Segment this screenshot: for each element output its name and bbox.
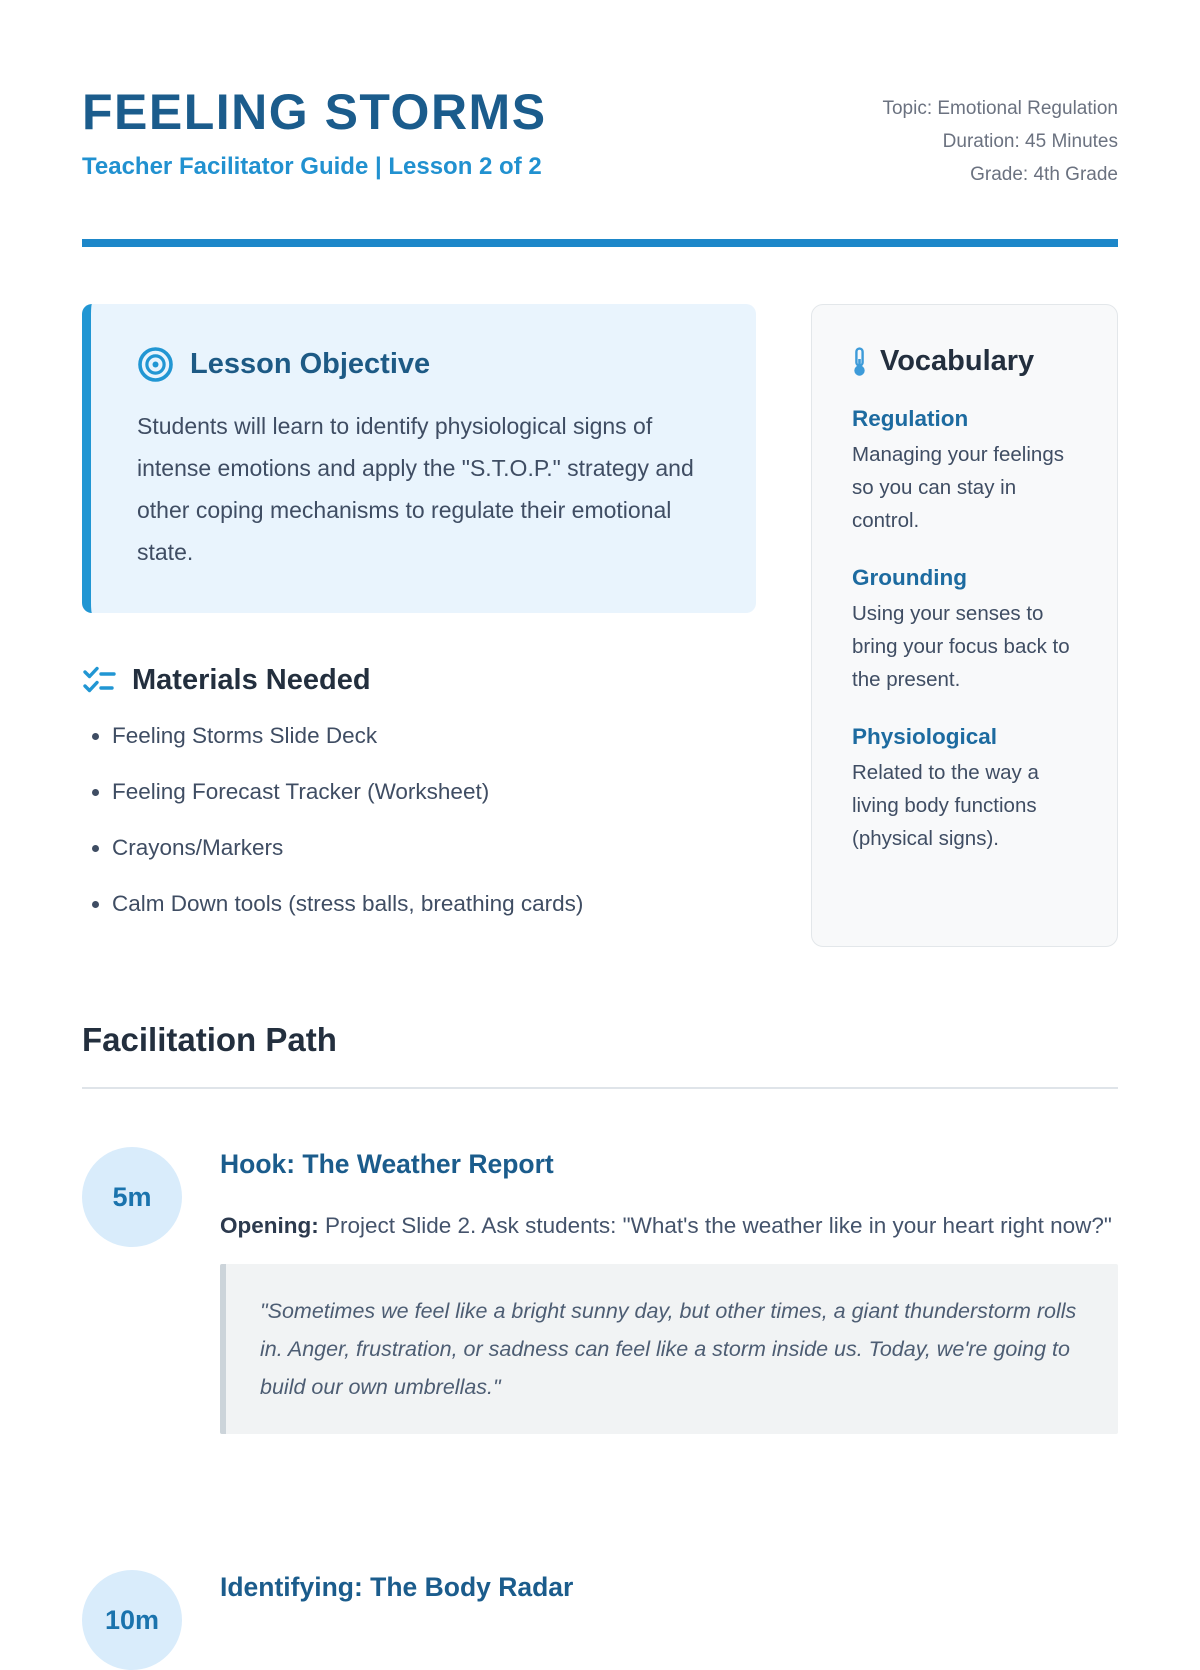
term-definition: Related to the way a living body functions (physical signs). (852, 761, 1039, 850)
list-item: • Feeling Forecast Tracker (Worksheet) (112, 779, 756, 805)
term-definition: Using your senses to bring your focus back to the present. (852, 602, 1070, 691)
lesson-objective-card (82, 304, 756, 613)
objective-card-head (137, 346, 710, 383)
meta-grade: Grade: 4th Grade (970, 164, 1118, 185)
target-icon (137, 346, 174, 383)
facilitation-path-title: Facilitation Path (82, 1021, 337, 1058)
vocab-term (852, 406, 1079, 537)
term-name: Grounding (852, 565, 967, 590)
term-definition: Managing your feelings so you can stay in control. (852, 443, 1064, 532)
objective-body: Students will learn to identify physiological signs of intense emotions and apply the "S.T.O.P." strategy and other coping mechanisms to regulate their emotional state. (137, 413, 694, 565)
step-title: Identifying: The Body Radar (220, 1572, 574, 1602)
list-item: • Feeling Storms Slide Deck (112, 723, 756, 749)
facilitation-divider (82, 1087, 1118, 1089)
meta-duration: Duration: 45 Minutes (942, 131, 1118, 152)
step-title: Hook: The Weather Report (220, 1149, 554, 1179)
duration-badge: 5m (82, 1147, 182, 1247)
term-name: Regulation (852, 406, 969, 431)
facilitation-step (82, 1570, 1118, 1670)
teacher-script-quote: "Sometimes we feel like a bright sunny day, but other times, a giant thunderstorm rolls in. Anger, frustration, or sadness can feel like a storm inside us. Today, we're going to build our own umbrellas." (220, 1264, 1118, 1434)
meta-topic: Topic: Emotional Regulation (882, 98, 1118, 119)
vocabulary-card (811, 304, 1118, 947)
step-label: Opening: (220, 1213, 319, 1238)
list-item: • Crayons/Markers (112, 835, 756, 861)
page-title: FEELING STORMS (82, 84, 547, 140)
materials-list (112, 723, 756, 917)
step-text: Project Slide 2. Ask students: "What's the weather like in your heart right now?" (318, 1213, 1112, 1238)
lesson-meta (882, 86, 1118, 191)
thermometer-icon (852, 347, 867, 377)
header-titles (82, 86, 547, 181)
materials-section (82, 663, 756, 917)
step-body (220, 1147, 1118, 1434)
page-subtitle: Teacher Facilitator Guide | Lesson 2 of 2 (82, 152, 542, 180)
term-name: Physiological (852, 724, 998, 749)
step-body (220, 1570, 1118, 1670)
vocabulary-title: Vocabulary (880, 345, 1035, 377)
content-columns (82, 304, 1118, 947)
left-column (82, 304, 756, 947)
duration-badge: 10m (82, 1570, 182, 1670)
list-item: • Calm Down tools (stress balls, breathing cards) (112, 891, 756, 917)
facilitation-step (82, 1147, 1118, 1434)
vocab-term (852, 724, 1079, 855)
vocab-term (852, 565, 1079, 696)
vocab-head (852, 345, 1079, 378)
materials-head (82, 663, 756, 697)
header (82, 86, 1118, 191)
header-divider (82, 239, 1118, 247)
checklist-icon (82, 663, 116, 697)
materials-title: Materials Needed (132, 663, 371, 696)
objective-title: Lesson Objective (190, 348, 431, 380)
step-instructions (220, 1206, 1118, 1246)
